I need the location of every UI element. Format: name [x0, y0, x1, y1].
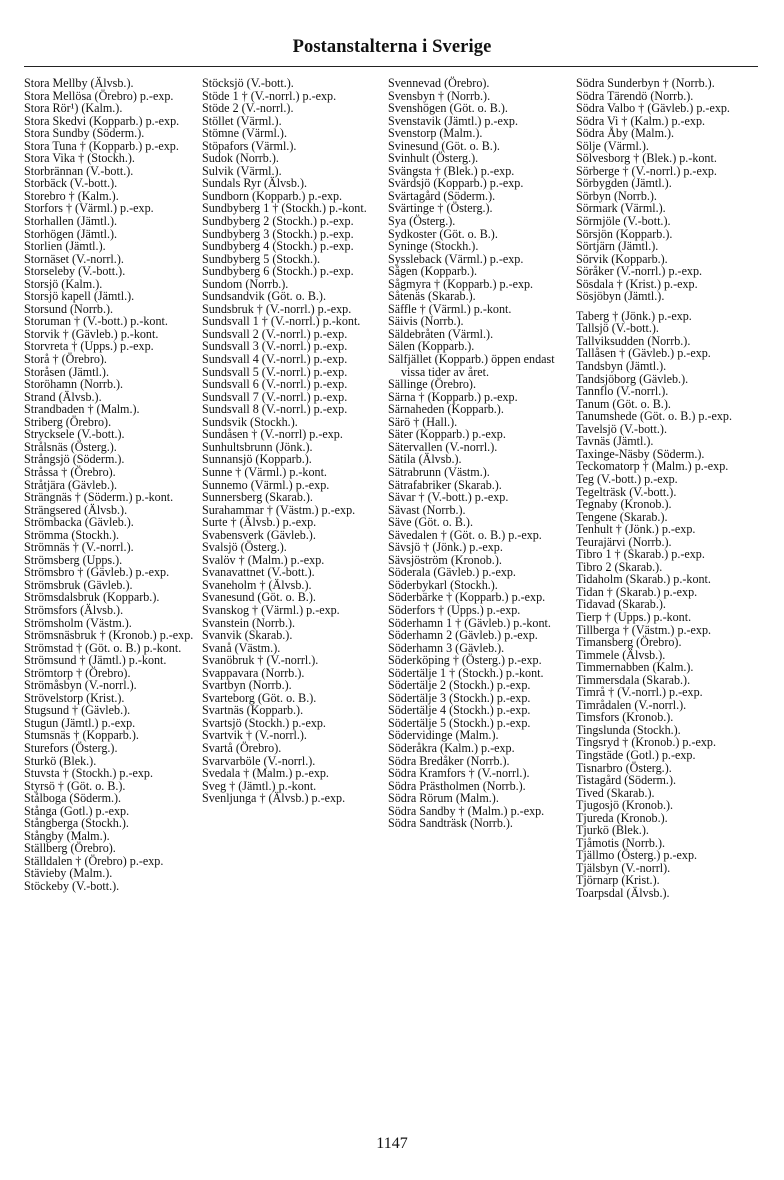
- list-item: Svängsta † (Blek.) p.-exp.: [388, 163, 515, 178]
- list-item: Södra Tärendö (Norrb.).: [576, 88, 694, 103]
- list-item: Stora Tuna † (Kopparb.) p.-exp.: [24, 138, 179, 153]
- list-item: Stora Vika † (Stockh.).: [24, 151, 135, 166]
- list-item: Surahammar † (Västm.) p.-exp.: [202, 502, 356, 517]
- list-item: Svartå (Örebro).: [202, 740, 282, 755]
- list-item: Stugun (Jämtl.) p.-exp.: [24, 715, 136, 730]
- list-item: Stålboga (Söderm.).: [24, 791, 122, 806]
- list-item: Sundsvall 8 (V.-norrl.) p.-exp.: [202, 402, 348, 417]
- list-item: Stångberga (Stockh.).: [24, 816, 129, 831]
- list-item: Strömtorp † (Örebro).: [24, 665, 131, 680]
- list-item: Timmele (Älvsb.).: [576, 647, 666, 662]
- list-item: Södra Rörum (Malm.).: [388, 791, 499, 806]
- list-item: Svartsjö (Stockh.) p.-exp.: [202, 715, 326, 730]
- list-item: Stömne (Värml.).: [202, 126, 287, 141]
- list-item: Surte † (Älvsb.) p.-exp.: [202, 515, 317, 530]
- list-item: Såtenäs (Skarab.).: [388, 289, 476, 304]
- list-item: Sågmyra † (Kopparb.) p.-exp.: [388, 276, 534, 291]
- list-item: Tibro 2 (Skarab.).: [576, 559, 663, 574]
- list-item: Svabensverk (Gävleb.).: [202, 527, 316, 542]
- list-item: Södervidinge (Malm.).: [388, 728, 499, 743]
- list-item: Svinhult (Österg.).: [388, 151, 479, 166]
- page-title: Postanstalterna i Sverige: [292, 37, 492, 57]
- list-item: Sörmjöle (V.-bott.).: [576, 214, 671, 229]
- list-item: Stora Mellösa (Örebro) p.-exp.: [24, 88, 174, 103]
- list-item: Sundborn (Kopparb.) p.-exp.: [202, 188, 343, 203]
- list-item: Södra Åby (Malm.).: [576, 126, 675, 141]
- list-item: Stöpafors (Värml.).: [202, 138, 297, 153]
- list-item: Tillberga † (Västm.) p.-exp.: [576, 622, 712, 637]
- list-item: Sydkoster (Göt. o. B.).: [388, 226, 498, 241]
- list-item: Tanumshede (Göt. o. B.) p.-exp.: [576, 409, 733, 424]
- list-item: Timmersdala (Skarab.).: [576, 672, 691, 687]
- list-item: Södertälje 1 † (Stockh.) p.-kont.: [388, 665, 544, 680]
- list-item: Sörtjärn (Jämtl.).: [576, 239, 659, 254]
- list-item: Tegnaby (Kronob.).: [576, 497, 672, 512]
- list-item: Storfors † (Värml.) p.-exp.: [24, 201, 154, 216]
- list-item: Syssleback (Värml.) p.-exp.: [388, 251, 524, 266]
- list-item: Särö † (Hall.).: [388, 414, 458, 429]
- list-item: Tidan † (Skarab.) p.-exp.: [576, 584, 698, 599]
- list-item: Svenljunga † (Älvsb.) p.-exp.: [202, 791, 346, 806]
- list-item: Sundsvik (Stockh.).: [202, 414, 298, 429]
- list-item: Strömsdalsbruk (Kopparb.).: [24, 590, 160, 605]
- list-item: Sundbyberg 2 (Stockh.) p.-exp.: [202, 214, 354, 229]
- list-item: Södertälje 4 (Stockh.) p.-exp.: [388, 703, 531, 718]
- list-item: Sya (Österg.).: [388, 214, 456, 229]
- list-item: Svaneholm † (Älvsb.).: [202, 577, 312, 592]
- list-item: Sundbyberg 6 (Stockh.) p.-exp.: [202, 264, 354, 279]
- list-item: Sörberge † (V.-norrl.) p.-exp.: [576, 163, 717, 178]
- list-item: Tallåsen † (Gävleb.) p.-exp.: [576, 346, 711, 361]
- list-item: Storsjö (Kalm.).: [24, 276, 103, 291]
- list-item: Södra Valbo † (Gävleb.) p.-exp.: [576, 101, 730, 116]
- list-item: Stånga (Gotl.) p.-exp.: [24, 803, 130, 818]
- list-item: Stävieby (Malm.).: [24, 866, 113, 881]
- list-item: Stöllet (Värml.).: [202, 113, 282, 128]
- list-item: Svartnäs (Kopparb.).: [202, 703, 304, 718]
- list-item: Söderbärke † (Kopparb.) p.-exp.: [388, 590, 546, 605]
- list-item: Svanstein (Norrb.).: [202, 615, 296, 630]
- list-item: Strömma (Stockh.).: [24, 527, 120, 542]
- list-item: Sundsvall 5 (V.-norrl.) p.-exp.: [202, 364, 348, 379]
- list-item: Säffle † (Värml.) p.-kont.: [388, 301, 512, 316]
- list-item: Sätrabrunn (Västm.).: [388, 464, 490, 479]
- list-item: Stugsund † (Gävleb.).: [24, 703, 131, 718]
- list-item: Strömåsbyn (V.-norrl.).: [24, 678, 137, 693]
- list-item: Svennevad (Örebro).: [388, 76, 490, 90]
- list-item: Sävsjöström (Kronob.).: [388, 552, 502, 567]
- list-item: Storlien (Jämtl.).: [24, 239, 106, 254]
- list-item: Södertälje 3 (Stockh.) p.-exp.: [388, 690, 531, 705]
- list-item: Tegelträsk (V.-bott.).: [576, 484, 677, 499]
- list-item: Sunhultsbrunn (Jönk.).: [202, 439, 313, 454]
- list-item: Söderhamn 2 (Gävleb.) p.-exp.: [388, 628, 538, 643]
- list-item: Sävsjö † (Jönk.) p.-exp.: [388, 540, 503, 555]
- list-item: Tistagård (Söderm.).: [576, 773, 676, 788]
- list-item: Strövelstorp (Krist.).: [24, 690, 125, 705]
- list-item: Storseleby (V.-bott.).: [24, 264, 126, 279]
- list-item: Strömstad † (Göt. o. B.) p.-kont.: [24, 640, 182, 655]
- list-item: Sundsvall 4 (V.-norrl.) p.-exp.: [202, 352, 348, 367]
- list-item: Tierp † (Upps.) p.-kont.: [576, 609, 692, 624]
- list-item: Sunnansjö (Kopparb.).: [202, 452, 312, 467]
- list-item: Svalsjö (Österg.).: [202, 540, 287, 555]
- list-item: Tjåmotis (Norrb.).: [576, 835, 666, 850]
- list-item: Sundsvall 6 (V.-norrl.) p.-exp.: [202, 377, 348, 392]
- list-item: Södra Vi † (Kalm.) p.-exp.: [576, 113, 706, 128]
- list-item: Tjugosjö (Kronob.).: [576, 798, 674, 813]
- list-item: Tenhult † (Jönk.) p.-exp.: [576, 522, 696, 537]
- list-item: Sundals Ryr (Älvsb.).: [202, 176, 307, 191]
- list-item: Ställdalen † (Örebro) p.-exp.: [24, 853, 164, 868]
- list-item: Syninge (Stockh.).: [388, 239, 479, 254]
- list-item: Sölje (Värml.).: [576, 138, 649, 153]
- list-item: Svanå (Västm.).: [202, 640, 281, 655]
- list-item: Tived (Skarab.).: [576, 785, 655, 800]
- list-item: Tjälsbyn (V.-norrl).: [576, 860, 671, 875]
- list-item: Sätila (Älvsb.).: [388, 452, 462, 467]
- list-item: Svensbyn † (Norrb.).: [388, 88, 491, 103]
- list-item: Tibro 1 † (Skarab.) p.-exp.: [576, 547, 705, 562]
- list-item: Tavelsjö (V.-bott.).: [576, 421, 667, 436]
- list-item: Stöckeby (V.-bott.).: [24, 879, 120, 893]
- list-item: Södra Bredåker (Norrb.).: [388, 753, 510, 768]
- list-item: Svenshögen (Göt. o. B.).: [388, 101, 508, 116]
- list-item: Toarpsdal (Älvsb.).: [576, 886, 670, 900]
- list-item: Sälfjället (Kopparb.) öppen endast vissa tider av året.: [388, 352, 555, 379]
- list-item: Teckomatorp † (Malm.) p.-exp.: [576, 459, 729, 474]
- list-item: Styrsö † (Göt. o. B.).: [24, 778, 126, 793]
- list-item: Stöcksjö (V.-bott.).: [202, 76, 294, 90]
- list-item: Sundsandvik (Göt. o. B.).: [202, 289, 326, 304]
- list-item: Sundbyberg 3 (Stockh.) p.-exp.: [202, 226, 354, 241]
- list-item: Teg (V.-bott.) p.-exp.: [576, 471, 678, 486]
- list-item: Särnaheden (Kopparb.).: [388, 402, 504, 417]
- list-item: Sörbygden (Jämtl.).: [576, 176, 672, 191]
- list-item: Stöde 1 † (V.-norrl.) p.-exp.: [202, 88, 337, 103]
- list-item: Strömnäs † (V.-norrl.).: [24, 540, 134, 555]
- list-item: Södertälje 5 (Stockh.) p.-exp.: [388, 715, 531, 730]
- list-item: Svanvik (Skarab.).: [202, 628, 293, 643]
- columns-container: [24, 77, 760, 1097]
- list-item: Sundbyberg 4 (Stockh.) p.-exp.: [202, 239, 354, 254]
- list-item: Sävast (Norrb.).: [388, 502, 466, 517]
- list-item: Sörvik (Kopparb.).: [576, 251, 668, 266]
- list-item: Söderköping † (Österg.) p.-exp.: [388, 653, 542, 668]
- list-item: Storebro † (Kalm.).: [24, 188, 119, 203]
- list-item: Strångsjö (Söderm.).: [24, 452, 125, 467]
- list-item: Tjörnarp (Krist.).: [576, 873, 660, 888]
- list-item: Svanskog † (Värml.) p.-exp.: [202, 602, 340, 617]
- list-item: Södertälje 2 (Stockh.) p.-exp.: [388, 678, 531, 693]
- list-item: Säve (Göt. o. B.).: [388, 515, 473, 530]
- list-item: Svalöv † (Malm.) p.-exp.: [202, 552, 325, 567]
- list-item: Striberg (Örebro).: [24, 414, 112, 429]
- list-item: Strömsholm (Västm.).: [24, 615, 132, 630]
- list-item: Svartvik † (V.-norrl.).: [202, 728, 307, 743]
- list-item: Svärtagård (Söderm.).: [388, 188, 496, 203]
- list-item: Södra Sandträsk (Norrb.).: [388, 816, 513, 831]
- list-item: Stråssa † (Örebro).: [24, 464, 116, 479]
- list-item: Tjureda (Kronob.).: [576, 810, 668, 825]
- list-item: Sundom (Norrb.).: [202, 276, 289, 291]
- list-item: Storsund (Norrb.).: [24, 301, 114, 316]
- list-item: Storåsen (Jämtl.).: [24, 364, 109, 379]
- list-item: Svärdsjö (Kopparb.) p.-exp.: [388, 176, 524, 191]
- page-number: 1147: [376, 1135, 408, 1152]
- list-item: Svappavara (Norrb.).: [202, 665, 305, 680]
- list-item: Stångby (Malm.).: [24, 828, 110, 843]
- list-item: Sundsvall 1 † (V.-norrl.) p.-kont.: [202, 314, 361, 329]
- list-item: Sätervallen (V.-norrl.).: [388, 439, 498, 454]
- list-item: Strand (Älvsb.).: [24, 389, 102, 404]
- list-item: Söderbykarl (Stockh.).: [388, 577, 498, 592]
- list-item: Sveg † (Jämtl.) p.-kont.: [202, 778, 317, 793]
- list-item: Teurajärvi (Norrb.).: [576, 534, 672, 549]
- list-item: Strömsbruk (Gävleb.).: [24, 577, 133, 592]
- list-item: Söderåkra (Kalm.) p.-exp.: [388, 740, 515, 755]
- list-item: Sätrafabriker (Skarab.).: [388, 477, 502, 492]
- list-item: Sävedalen † (Göt. o. B.) p.-exp.: [388, 527, 542, 542]
- list-item: Sunnersberg (Skarab.).: [202, 490, 313, 505]
- list-item: Tengene (Skarab.).: [576, 509, 668, 524]
- list-item: Storbrännan (V.-bott.).: [24, 163, 134, 178]
- list-item: Tisnarbro (Österg.).: [576, 760, 672, 775]
- list-item: Taberg † (Jönk.) p.-exp.: [576, 308, 692, 323]
- list-item: Storuman † (V.-bott.) p.-kont.: [24, 314, 168, 329]
- list-item: Sundsvall 3 (V.-norrl.) p.-exp.: [202, 339, 348, 354]
- list-item: Tandsjöborg (Gävleb.).: [576, 371, 689, 386]
- list-item: Strandbaden † (Malm.).: [24, 402, 140, 417]
- list-item: Säter (Kopparb.) p.-exp.: [388, 427, 506, 442]
- list-item: Stuvsta † (Stockh.) p.-exp.: [24, 766, 153, 781]
- list-item: Storöhamn (Norrb.).: [24, 377, 124, 392]
- list-item: Säivis (Norrb.).: [388, 314, 464, 329]
- list-item: Strömsfors (Älvsb.).: [24, 602, 124, 617]
- list-item: Storå † (Örebro).: [24, 352, 107, 367]
- list-item: Sågen (Kopparb.).: [388, 264, 477, 279]
- list-item: Svanöbruk † (V.-norrl.).: [202, 653, 319, 668]
- header-rule: [24, 66, 758, 67]
- list-item: Storvik † (Gävleb.) p.-kont.: [24, 326, 159, 341]
- list-item: Söderala (Gävleb.) p.-exp.: [388, 565, 516, 580]
- list-item: Taxinge-Näsby (Söderm.).: [576, 446, 705, 461]
- column-1: [24, 77, 209, 893]
- list-item: Södra Prästholmen (Norrb.).: [388, 778, 526, 793]
- list-item: Stora Mellby (Älvsb.).: [24, 76, 134, 90]
- list-item: Sölvesborg † (Blek.) p.-kont.: [576, 151, 717, 166]
- list-item: Tingslunda (Stockh.).: [576, 722, 681, 737]
- list-item: Svanavattnet (V.-bott.).: [202, 565, 315, 580]
- list-item: Tidavad (Skarab.).: [576, 597, 666, 612]
- list-item: Timrå † (V.-norrl.) p.-exp.: [576, 685, 703, 700]
- list-item: Tallviksudden (Norrb.).: [576, 333, 691, 348]
- list-item: Sundåsen † (V.-norrl) p.-exp.: [202, 427, 343, 442]
- list-item: Tavnäs (Jämtl.).: [576, 434, 654, 449]
- list-item: Tingsryd † (Kronob.) p.-exp.: [576, 735, 716, 750]
- list-item: Ställberg (Örebro).: [24, 841, 116, 856]
- list-item: Svenstorp (Malm.).: [388, 126, 483, 141]
- list-item: Strängsered (Älvsb.).: [24, 502, 128, 517]
- list-item: Svärtinge † (Österg.).: [388, 201, 493, 216]
- list-item: Sunnemo (Värml.) p.-exp.: [202, 477, 330, 492]
- list-item: Tannflo (V.-norrl.).: [576, 384, 669, 399]
- list-item: Sörbyn (Norrb.).: [576, 188, 657, 203]
- list-item: Storhallen (Jämtl.).: [24, 214, 118, 229]
- list-item: Storhögen (Jämtl.).: [24, 226, 118, 241]
- list-item: Sundbyberg 5 (Stockh.).: [202, 251, 321, 266]
- list-item: Timrådalen (V.-norrl.).: [576, 697, 687, 712]
- list-item: Söråker (V.-norrl.) p.-exp.: [576, 264, 703, 279]
- list-item: Sturkö (Blek.).: [24, 753, 97, 768]
- list-item: Tanum (Göt. o. B.).: [576, 396, 671, 411]
- list-item: Sudok (Norrb.).: [202, 151, 279, 166]
- list-item: Tidaholm (Skarab.) p.-kont.: [576, 572, 711, 587]
- list-item: Stöde 2 (V.-norrl.).: [202, 101, 294, 116]
- list-item: Sundsvall 7 (V.-norrl.) p.-exp.: [202, 389, 348, 404]
- list-item: Stora Rör¹) (Kalm.).: [24, 101, 123, 116]
- list-item: Sörsjön (Kopparb.).: [576, 226, 673, 241]
- list-item: Svenstavik (Jämtl.) p.-exp.: [388, 113, 518, 128]
- list-item: Svarteborg (Göt. o. B.).: [202, 690, 317, 705]
- list-item: Stumsnäs † (Kopparb.).: [24, 728, 139, 743]
- list-item: Stråtjära (Gävleb.).: [24, 477, 118, 492]
- list-item: Sundsvall 2 (V.-norrl.) p.-exp.: [202, 326, 348, 341]
- list-item: Stornäset (V.-norrl.).: [24, 251, 124, 266]
- list-item: Sunne † (Värml.) p.-kont.: [202, 464, 327, 479]
- list-item: Tjällmo (Österg.) p.-exp.: [576, 848, 698, 863]
- list-item: Storbäck (V.-bott.).: [24, 176, 118, 191]
- list-item: Sösdala † (Krist.) p.-exp.: [576, 276, 698, 291]
- list-item: Stora Skedvi (Kopparb.) p.-exp.: [24, 113, 180, 128]
- column-2: [202, 77, 387, 805]
- list-item: Strömsberg (Upps.).: [24, 552, 123, 567]
- list-item: Södra Kramfors † (V.-norrl.).: [388, 766, 530, 781]
- list-item: Tandsbyn (Jämtl.).: [576, 359, 667, 374]
- list-item: Svanesund (Göt. o. B.).: [202, 590, 316, 605]
- list-item: Strömsbro † (Gävleb.) p.-exp.: [24, 565, 170, 580]
- list-item: Svartbyn (Norrb.).: [202, 678, 292, 693]
- list-item: Sundsbruk † (V.-norrl.) p.-exp.: [202, 301, 352, 316]
- list-item: Sulvik (Värml.).: [202, 163, 282, 178]
- list-item: Strycksele (V.-bott.).: [24, 427, 125, 442]
- list-item: Söderhamn 3 (Gävleb.).: [388, 640, 505, 655]
- list-item: Sävar † (V.-bott.) p.-exp.: [388, 490, 509, 505]
- column-4: [576, 77, 761, 900]
- column-3: [388, 77, 573, 830]
- list-item: Tallsjö (V.-bott.).: [576, 321, 659, 336]
- list-item: Södra Sandby † (Malm.) p.-exp.: [388, 803, 545, 818]
- list-item: Svarvarböle (V.-norrl.).: [202, 753, 316, 768]
- list-item: Strömbacka (Gävleb.).: [24, 515, 134, 530]
- list-item: Söderfors † (Upps.) p.-exp.: [388, 602, 521, 617]
- list-item: Sösjöbyn (Jämtl.).: [576, 289, 665, 304]
- list-item: Storsjö kapell (Jämtl.).: [24, 289, 135, 304]
- list-item: Sundbyberg 1 † (Stockh.) p.-kont.: [202, 201, 367, 216]
- list-item: Sällinge (Örebro).: [388, 377, 476, 392]
- list-item: Stora Sundby (Söderm.).: [24, 126, 145, 141]
- list-item: Säldebråten (Värml.).: [388, 326, 494, 341]
- list-item: Tingstäde (Gotl.) p.-exp.: [576, 747, 696, 762]
- list-item: Timsfors (Kronob.).: [576, 710, 674, 725]
- list-item: Sörmark (Värml.).: [576, 201, 666, 216]
- list-item: Svedala † (Malm.) p.-exp.: [202, 766, 329, 781]
- list-item: Strömsnäsbruk † (Kronob.) p.-exp.: [24, 628, 194, 643]
- list-item: Sturefors (Österg.).: [24, 740, 118, 755]
- list-item: Storvreta † (Upps.) p.-exp.: [24, 339, 154, 354]
- list-item: Särna † (Kopparb.) p.-exp.: [388, 389, 518, 404]
- list-item: Sälen (Kopparb.).: [388, 339, 475, 354]
- list-item: Tjurkö (Blek.).: [576, 823, 649, 838]
- list-item: Strängnäs † (Söderm.) p.-kont.: [24, 490, 174, 505]
- list-item: Söderhamn 1 † (Gävleb.) p.-kont.: [388, 615, 551, 630]
- list-item: Strålsnäs (Österg.).: [24, 439, 117, 454]
- list-item: Svinesund (Göt. o. B.).: [388, 138, 500, 153]
- list-item: Strömsund † (Jämtl.) p.-kont.: [24, 653, 167, 668]
- list-item: Timansberg (Örebro).: [576, 635, 682, 650]
- list-item: Timmernabben (Kalm.).: [576, 660, 694, 675]
- list-item: Södra Sunderbyn † (Norrb.).: [576, 76, 715, 90]
